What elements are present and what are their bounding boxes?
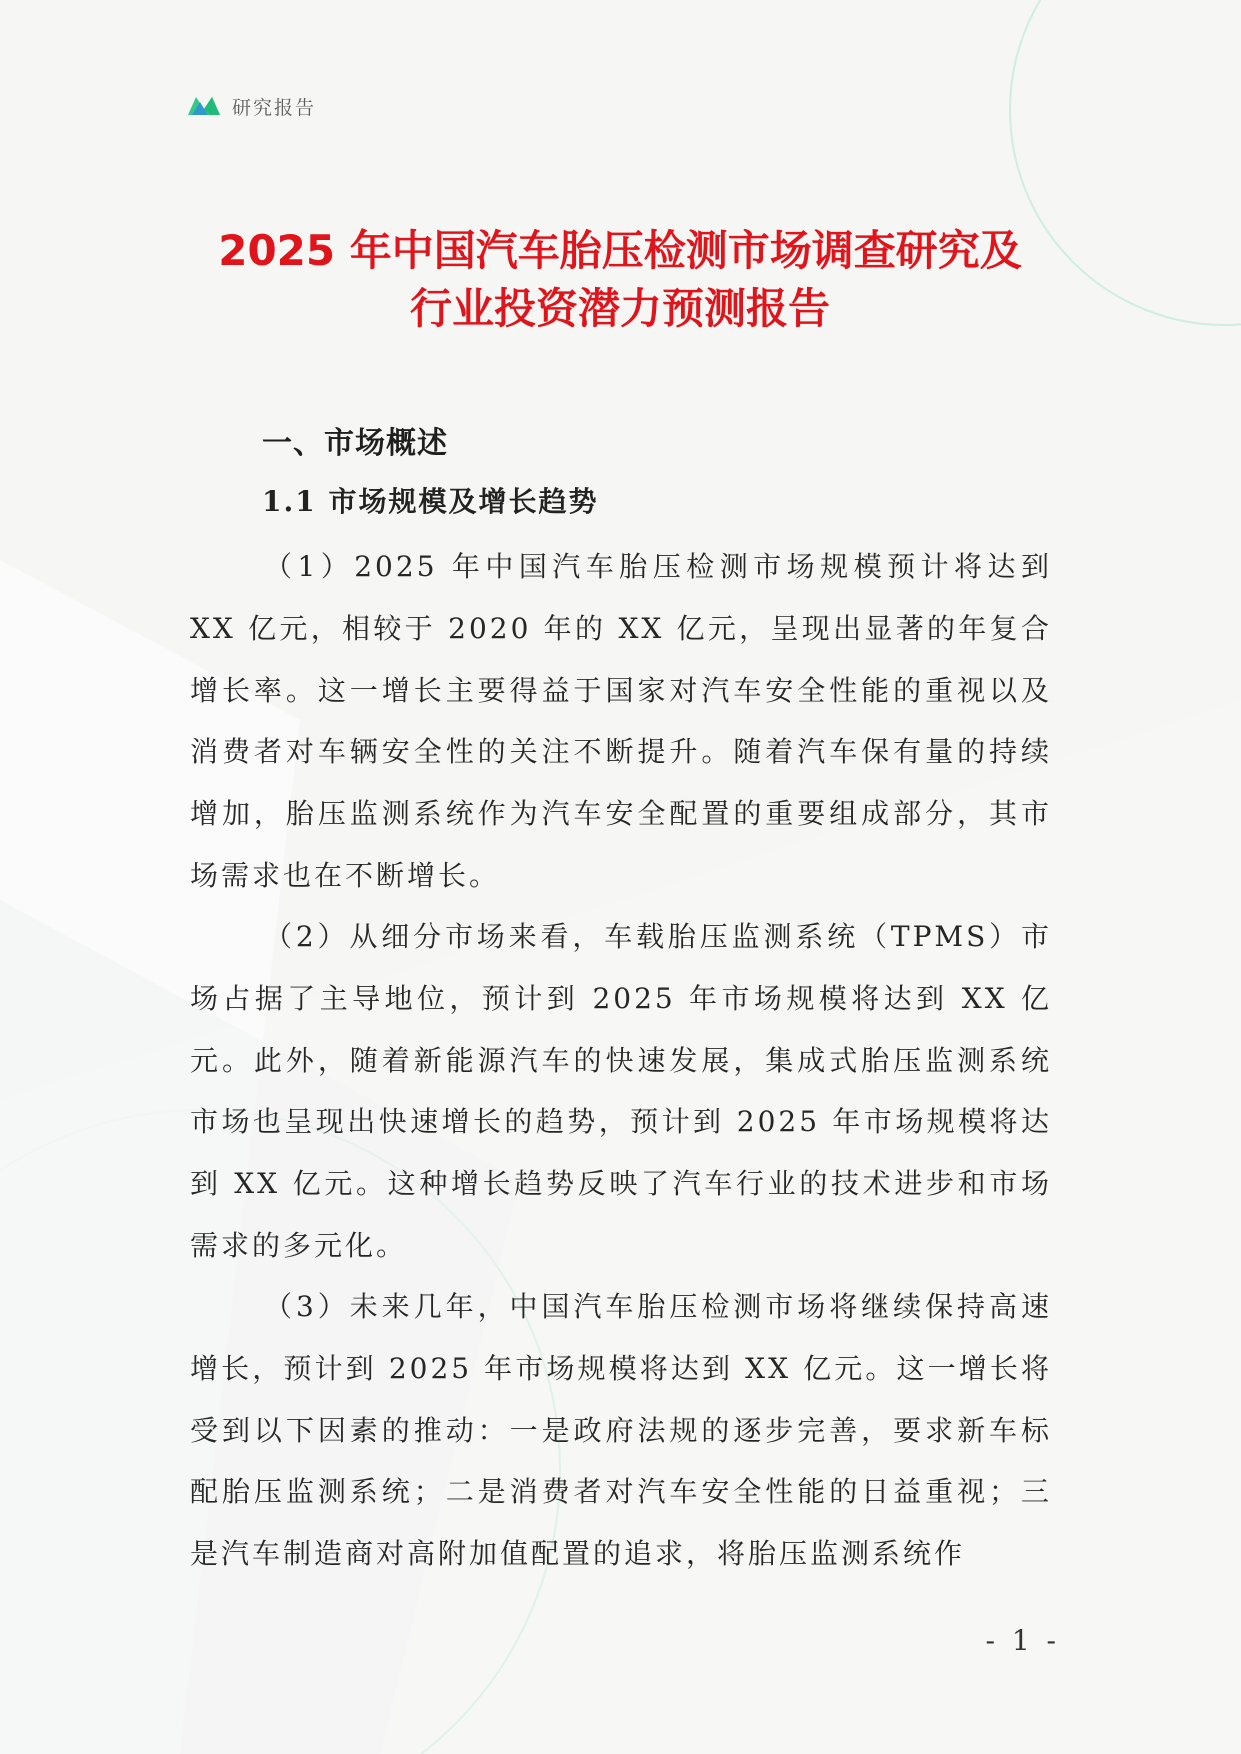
paragraph-1: （1）2025 年中国汽车胎压检测市场规模预计将达到 XX 亿元，相较于 2020 年的 XX 亿元，呈现出显著的年复合增长率。这一增长主要得益于国家对汽车安全性能的重视以及消费者对车辆安全性的关注不断提升。随着汽车保有量的持续增加，胎压监测系统作为汽车安全配置的重要组成部分，其市场需求也在不断增长。 <box>190 550 1052 892</box>
page-number: - 1 - <box>985 1624 1060 1657</box>
subsection-heading: 1.1 市场规模及增长趋势 <box>262 485 599 518</box>
brand-label: 研究报告 <box>232 96 317 119</box>
brand-logo-icon <box>186 91 222 121</box>
section-heading: 一、市场概述 <box>262 426 448 461</box>
brand-header <box>186 88 316 124</box>
report-title-line-2: 行业投资潜力预测报告 <box>409 284 830 333</box>
report-title <box>120 222 1120 338</box>
report-title-line-1: 2025 年中国汽车胎压检测市场调查研究及 <box>218 226 1022 275</box>
paragraph-3: （3）未来几年，中国汽车胎压检测市场将继续保持高速增长，预计到 2025 年市场规模将达到 XX 亿元。这一增长将受到以下因素的推动：一是政府法规的逐步完善，要求新车标配胎压监测系统；二是消费者对汽车安全性能的日益重视；三是汽车制造商对高附加值配置的追求，将胎压监测系统作 <box>190 1290 1052 1571</box>
paragraph-2: （2）从细分市场来看，车载胎压监测系统（TPMS）市场占据了主导地位，预计到 2025 年市场规模将达到 XX 亿元。此外，随着新能源汽车的快速发展，集成式胎压监测系统市场也呈现出快速增长的趋势，预计到 2025 年市场规模将达到 XX 亿元。这种增长趋势反映了汽车行业的技术进步和市场需求的多元化。 <box>190 920 1052 1262</box>
